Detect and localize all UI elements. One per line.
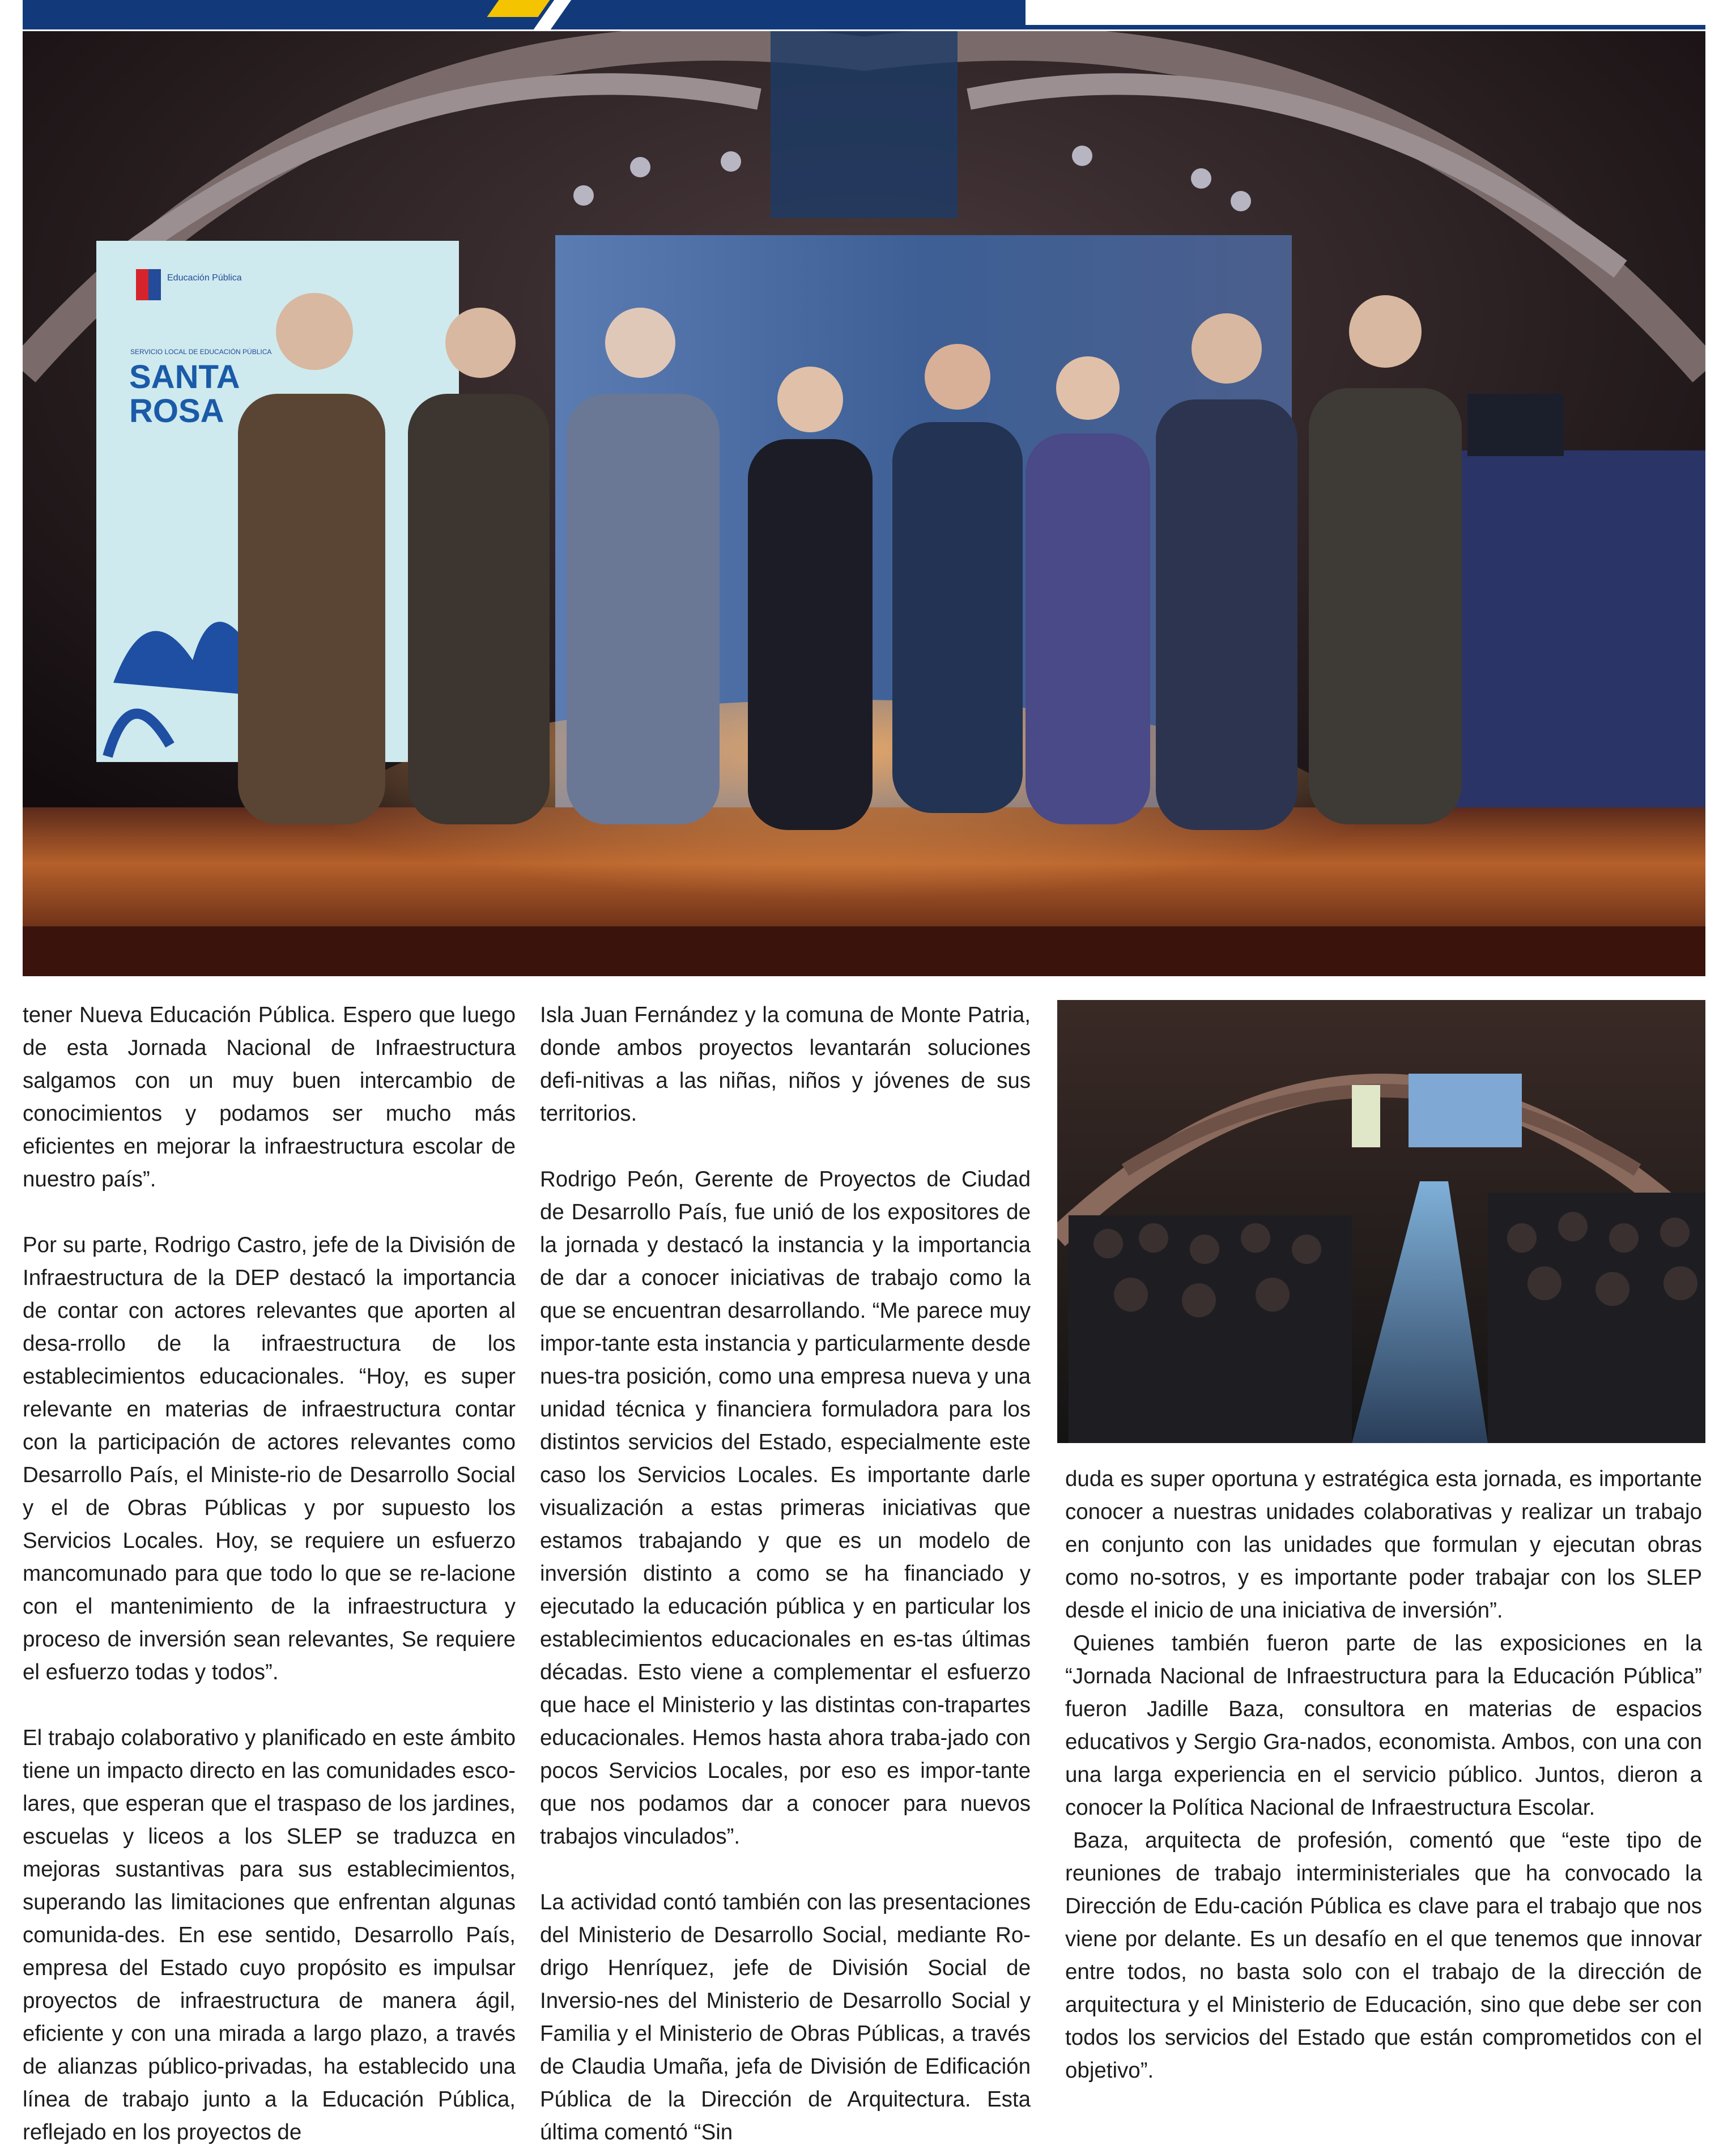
- banner-title-line2: ROSA: [129, 393, 224, 429]
- article-column-3: [1065, 1463, 1702, 2087]
- audience-photo: [1057, 1000, 1705, 1443]
- col3-paragraph-2: Quienes también fueron parte de las exposiciones en la “Jornada Nacional de Infraestructura para la Educación Pública” fueron Jadille Baza, consultora en materias de espacios educativos y Sergio Gra-nados, economista. Ambos, con una con una larga experiencia en el servicio público. Juntos, dieron a conocer la Política Nacional de Infraestructura Escolar.: [1065, 1631, 1702, 1820]
- col2-paragraph-1: Isla Juan Fernández y la comuna de Monte Patria, donde ambos proyectos levantarán soluciones defi-nitivas a las niñas, niños y jóvenes de sus territorios.: [540, 1003, 1031, 1126]
- banner-service-text: SERVICIO LOCAL DE EDUCACIÓN PÚBLICA: [130, 348, 272, 356]
- col1-paragraph-3: El trabajo colaborativo y planificado en este ámbito tiene un impacto directo en las comunidades esco-lares, que esperan que el traspaso de los jardines, escuelas y liceos a los SLEP se traduzca en mejoras sustantivas para sus establecimientos, superando las limitaciones que enfrentan algunas comunida-des. En ese sentido, Desarrollo País, empresa del Estado cuyo propósito es impulsar proyectos de infraestructura de manera ágil, eficiente y con una mirada a largo plazo, a través de alianzas público-privadas, ha establecido una línea de trabajo junto a la Educación Pública, reflejado en los proyectos de: [23, 1726, 516, 2144]
- stage-photo-illustration: [23, 31, 1705, 976]
- col3-paragraph-1: duda es super oportuna y estratégica esta jornada, es importante conocer a nuestras unidades colaborativas y realizar un trabajo en conjunto con las unidades que formulan y ejecutan obras como no-sotros, y es importante poder trabajar con los SLEP desde el inicio de una iniciativa de inversión”.: [1065, 1467, 1702, 1623]
- banner-title-line1: SANTA: [129, 359, 240, 395]
- col2-paragraph-3: La actividad contó también con las presentaciones del Ministerio de Desarrollo Social, mediante Ro-drigo Henríquez, jefe de División Social de Inversio-nes del Ministerio de Desarrollo Social y Familia y el Ministerio de Obras Públicas, a través de Claudia Umaña, jefa de División de Edificación Pública de la Dirección de Arquitectura. Esta última comentó “Sin: [540, 1890, 1031, 2144]
- col2-paragraph-2: Rodrigo Peón, Gerente de Proyectos de Ciudad de Desarrollo País, fue unió de los expositores de la jornada y destacó la instancia y la importancia de dar a conocer iniciativas de trabajo como la que se encuentran desarrollando. “Me parece muy impor-tante esta instancia y particularmente desde nues-tra posición, como una empresa nueva y una unidad técnica y financiera formuladora para los distintos servicios del Estado, especialmente este caso los Servicios Locales. Es importante darle visualización a estas primeras iniciativas que estamos trabajando y que es un modelo de inversión distinto a como se ha financiado y ejecutado la educación pública y en particular los establecimientos educacionales en es-tas últimas décadas. Esto viene a complementar el esfuerzo que hace el Ministerio y las distintas con-trapartes educacionales. Hemos hasta ahora traba-jado con pocos Servicios Locales, por eso es impor-tante que nos podamos dar a conocer para nuevos trabajos vinculados”.: [540, 1167, 1031, 1849]
- banner-rule: [1026, 25, 1705, 29]
- header-banner: [0, 0, 1736, 34]
- stage-group-photo: [23, 31, 1705, 976]
- col1-paragraph-2: Por su parte, Rodrigo Castro, jefe de la División de Infraestructura de la DEP destacó la importancia de contar con actores relevantes que aporten al desa-rrollo de la infraestructura de los establecimientos educacionales. “Hoy, es super relevante en materias de infraestructura contar con la participación de actores relevantes como Desarrollo País, el Ministe-rio de Desarrollo Social y el de Obras Públicas y por supuesto los Servicios Locales. Hoy, se requiere un esfuerzo mancomunado para que todo lo que se re-lacione con el mantenimiento de la infraestructura y proceso de inversión sean relevantes, Se requiere el esfuerzo todas y todos”.: [23, 1233, 516, 1684]
- audience-photo-illustration: [1057, 1000, 1705, 1443]
- col3-paragraph-3: Baza, arquitecta de profesión, comentó que “este tipo de reuniones de trabajo interministeriales que ha convocado la Dirección de Edu-cación Pública es clave para el trabajo que nos viene por delante. Es un desafío en el que tenemos que innovar entre todos, no basta solo con el trabajo de la dirección de arquitectura y el Ministerio de Educación, sino que debe ser con todos los servicios del Estado que están comprometidos con el objetivo”.: [1065, 1828, 1702, 2083]
- banner-logo-text: Educación Pública: [167, 273, 242, 283]
- article-column-1: [23, 999, 516, 2149]
- col1-paragraph-1: tener Nueva Educación Pública. Espero que luego de esta Jornada Nacional de Infraestructura salgamos con un muy buen intercambio de conocimientos y podamos ser mucho más eficientes en mejorar la infraestructura escolar de nuestro país”.: [23, 1003, 516, 1191]
- article-column-2: [540, 999, 1031, 2149]
